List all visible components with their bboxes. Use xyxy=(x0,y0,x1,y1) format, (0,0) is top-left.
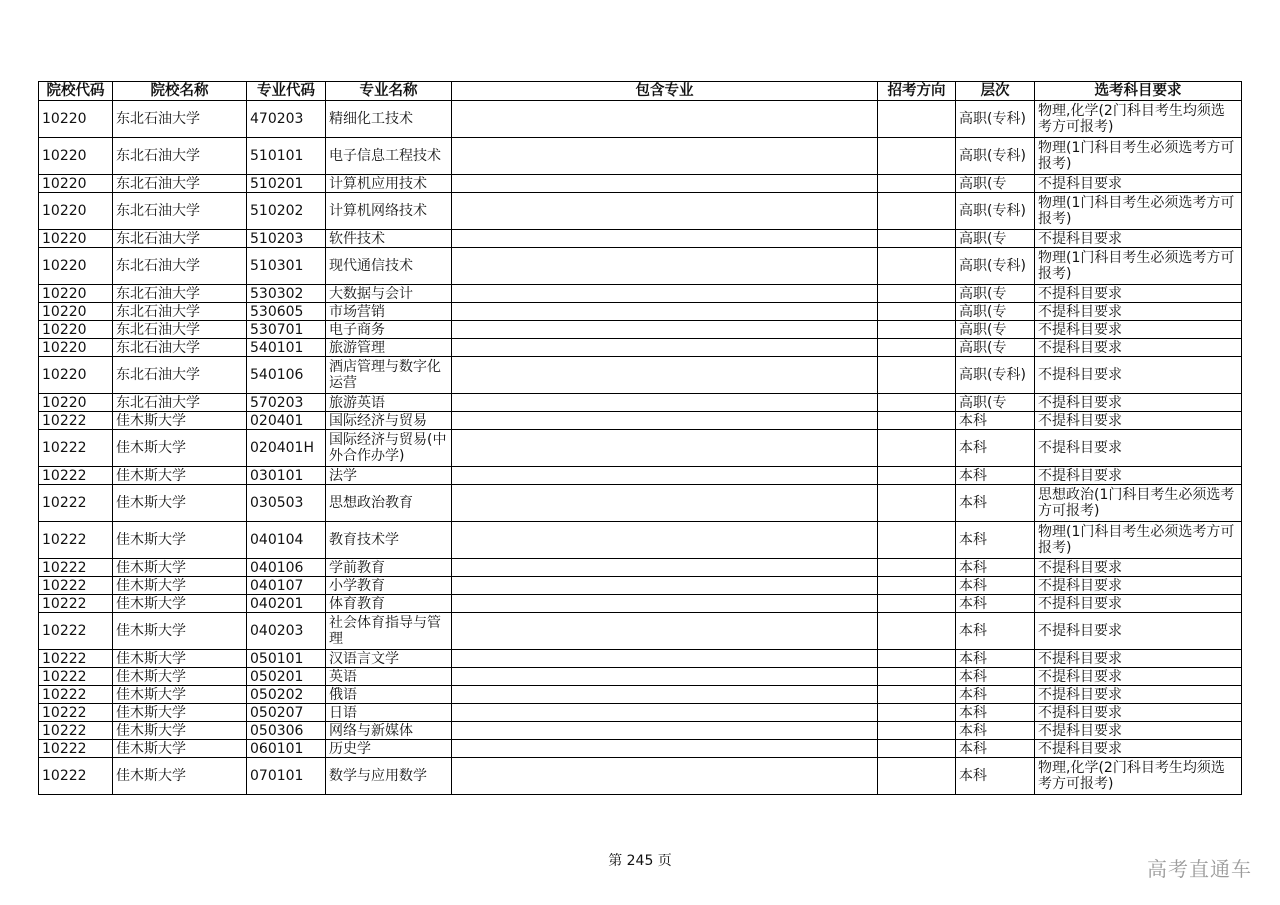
included-majors-cell xyxy=(452,595,878,613)
level-cell: 本科 xyxy=(956,704,1035,722)
included-majors-cell xyxy=(452,485,878,522)
major-code-cell: 040106 xyxy=(247,559,326,577)
subject-requirement-cell: 不提科目要求 xyxy=(1035,722,1242,740)
direction-cell xyxy=(878,230,956,248)
table-row xyxy=(39,559,1242,577)
major-code-cell: 020401 xyxy=(247,412,326,430)
school-code-cell: 10222 xyxy=(39,522,113,559)
major-name-cell: 数学与应用数学 xyxy=(326,758,452,795)
school-code-cell: 10222 xyxy=(39,430,113,467)
major-name-cell: 大数据与会计 xyxy=(326,285,452,303)
level-cell: 本科 xyxy=(956,650,1035,668)
level-cell: 本科 xyxy=(956,559,1035,577)
table-row xyxy=(39,522,1242,559)
school-code-cell: 10222 xyxy=(39,722,113,740)
subject-requirement-cell: 不提科目要求 xyxy=(1035,230,1242,248)
included-majors-cell xyxy=(452,138,878,175)
subject-requirement-cell: 不提科目要求 xyxy=(1035,650,1242,668)
subject-requirement-cell: 不提科目要求 xyxy=(1035,394,1242,412)
major-code-cell: 540101 xyxy=(247,339,326,357)
direction-cell xyxy=(878,467,956,485)
direction-cell xyxy=(878,193,956,230)
included-majors-cell xyxy=(452,303,878,321)
direction-cell xyxy=(878,668,956,686)
level-cell: 本科 xyxy=(956,577,1035,595)
school-code-cell: 10222 xyxy=(39,650,113,668)
school-name-cell: 东北石油大学 xyxy=(113,230,247,248)
subject-requirement-cell: 不提科目要求 xyxy=(1035,686,1242,704)
table-row xyxy=(39,485,1242,522)
major-name-cell: 现代通信技术 xyxy=(326,248,452,285)
level-cell: 本科 xyxy=(956,613,1035,650)
subject-requirement-cell: 不提科目要求 xyxy=(1035,595,1242,613)
subject-requirement-cell: 物理,化学(2门科目考生均须选考方可报考) xyxy=(1035,101,1242,138)
school-code-cell: 10222 xyxy=(39,686,113,704)
subject-requirement-cell: 不提科目要求 xyxy=(1035,357,1242,394)
table-row xyxy=(39,138,1242,175)
major-code-cell: 050202 xyxy=(247,686,326,704)
table-row xyxy=(39,175,1242,193)
school-code-cell: 10220 xyxy=(39,175,113,193)
direction-cell xyxy=(878,175,956,193)
major-name-cell: 日语 xyxy=(326,704,452,722)
major-name-cell: 学前教育 xyxy=(326,559,452,577)
school-name-cell: 东北石油大学 xyxy=(113,321,247,339)
major-code-cell: 020401H xyxy=(247,430,326,467)
subject-requirement-cell: 不提科目要求 xyxy=(1035,740,1242,758)
major-name-cell: 酒店管理与数字化运营 xyxy=(326,357,452,394)
school-name-cell: 东北石油大学 xyxy=(113,339,247,357)
table-row xyxy=(39,193,1242,230)
major-name-cell: 市场营销 xyxy=(326,303,452,321)
school-code-cell: 10222 xyxy=(39,668,113,686)
school-name-cell: 佳木斯大学 xyxy=(113,559,247,577)
school-code-cell: 10220 xyxy=(39,303,113,321)
school-code-cell: 10220 xyxy=(39,394,113,412)
included-majors-cell xyxy=(452,577,878,595)
major-name-cell: 国际经济与贸易 xyxy=(326,412,452,430)
school-name-cell: 佳木斯大学 xyxy=(113,522,247,559)
direction-cell xyxy=(878,321,956,339)
direction-cell xyxy=(878,430,956,467)
major-name-cell: 国际经济与贸易(中外合作办学) xyxy=(326,430,452,467)
major-code-cell: 530302 xyxy=(247,285,326,303)
level-cell: 高职(专科) xyxy=(956,138,1035,175)
subject-requirement-cell: 不提科目要求 xyxy=(1035,577,1242,595)
major-name-cell: 软件技术 xyxy=(326,230,452,248)
subject-requirement-cell: 不提科目要求 xyxy=(1035,412,1242,430)
subject-requirement-cell: 不提科目要求 xyxy=(1035,613,1242,650)
included-majors-cell xyxy=(452,650,878,668)
admissions-table xyxy=(38,81,1242,795)
school-name-cell: 东北石油大学 xyxy=(113,175,247,193)
major-name-cell: 电子信息工程技术 xyxy=(326,138,452,175)
level-cell: 本科 xyxy=(956,595,1035,613)
table-row xyxy=(39,339,1242,357)
school-name-cell: 东北石油大学 xyxy=(113,138,247,175)
page-number: 第 245 页 xyxy=(608,853,672,869)
subject-requirement-cell: 物理(1门科目考生必须选考方可报考) xyxy=(1035,193,1242,230)
major-name-cell: 社会体育指导与管理 xyxy=(326,613,452,650)
school-code-cell: 10220 xyxy=(39,193,113,230)
school-name-cell: 佳木斯大学 xyxy=(113,485,247,522)
school-code-cell: 10222 xyxy=(39,577,113,595)
direction-cell xyxy=(878,559,956,577)
level-cell: 高职(专 xyxy=(956,175,1035,193)
level-cell: 本科 xyxy=(956,758,1035,795)
major-name-cell: 历史学 xyxy=(326,740,452,758)
level-cell: 本科 xyxy=(956,412,1035,430)
direction-cell xyxy=(878,357,956,394)
direction-cell xyxy=(878,101,956,138)
table-row xyxy=(39,668,1242,686)
direction-cell xyxy=(878,740,956,758)
direction-cell xyxy=(878,138,956,175)
direction-cell xyxy=(878,394,956,412)
school-name-cell: 佳木斯大学 xyxy=(113,722,247,740)
table-row xyxy=(39,613,1242,650)
header-major-name: 专业名称 xyxy=(326,82,452,101)
table-row xyxy=(39,248,1242,285)
included-majors-cell xyxy=(452,522,878,559)
school-code-cell: 10222 xyxy=(39,559,113,577)
header-school-name: 院校名称 xyxy=(113,82,247,101)
included-majors-cell xyxy=(452,430,878,467)
included-majors-cell xyxy=(452,101,878,138)
direction-cell xyxy=(878,303,956,321)
subject-requirement-cell: 物理(1门科目考生必须选考方可报考) xyxy=(1035,248,1242,285)
direction-cell xyxy=(878,650,956,668)
major-code-cell: 030503 xyxy=(247,485,326,522)
level-cell: 高职(专 xyxy=(956,285,1035,303)
level-cell: 本科 xyxy=(956,668,1035,686)
school-code-cell: 10222 xyxy=(39,613,113,650)
direction-cell xyxy=(878,339,956,357)
direction-cell xyxy=(878,758,956,795)
school-name-cell: 佳木斯大学 xyxy=(113,412,247,430)
major-name-cell: 计算机应用技术 xyxy=(326,175,452,193)
major-code-cell: 510202 xyxy=(247,193,326,230)
included-majors-cell xyxy=(452,394,878,412)
table-row xyxy=(39,722,1242,740)
direction-cell xyxy=(878,285,956,303)
school-code-cell: 10220 xyxy=(39,230,113,248)
included-majors-cell xyxy=(452,339,878,357)
header-subject-requirement: 选考科目要求 xyxy=(1035,82,1242,101)
school-name-cell: 东北石油大学 xyxy=(113,101,247,138)
school-code-cell: 10222 xyxy=(39,758,113,795)
major-code-cell: 510101 xyxy=(247,138,326,175)
major-name-cell: 小学教育 xyxy=(326,577,452,595)
direction-cell xyxy=(878,722,956,740)
table-row xyxy=(39,430,1242,467)
school-name-cell: 佳木斯大学 xyxy=(113,613,247,650)
included-majors-cell xyxy=(452,467,878,485)
included-majors-cell xyxy=(452,758,878,795)
major-code-cell: 510301 xyxy=(247,248,326,285)
watermark: 高考直通车 xyxy=(1147,857,1252,881)
direction-cell xyxy=(878,704,956,722)
major-code-cell: 050101 xyxy=(247,650,326,668)
school-code-cell: 10222 xyxy=(39,595,113,613)
table-header-row xyxy=(39,82,1242,101)
school-name-cell: 东北石油大学 xyxy=(113,303,247,321)
school-code-cell: 10220 xyxy=(39,101,113,138)
included-majors-cell xyxy=(452,285,878,303)
direction-cell xyxy=(878,248,956,285)
level-cell: 高职(专科) xyxy=(956,101,1035,138)
header-school-code: 院校代码 xyxy=(39,82,113,101)
table-body xyxy=(39,101,1242,795)
table-row xyxy=(39,285,1242,303)
header-major-code: 专业代码 xyxy=(247,82,326,101)
major-name-cell: 旅游英语 xyxy=(326,394,452,412)
table-row xyxy=(39,758,1242,795)
subject-requirement-cell: 不提科目要求 xyxy=(1035,175,1242,193)
table-row xyxy=(39,740,1242,758)
major-name-cell: 英语 xyxy=(326,668,452,686)
included-majors-cell xyxy=(452,668,878,686)
major-code-cell: 570203 xyxy=(247,394,326,412)
school-name-cell: 佳木斯大学 xyxy=(113,686,247,704)
included-majors-cell xyxy=(452,613,878,650)
major-name-cell: 法学 xyxy=(326,467,452,485)
school-name-cell: 佳木斯大学 xyxy=(113,758,247,795)
school-name-cell: 佳木斯大学 xyxy=(113,650,247,668)
table-row xyxy=(39,321,1242,339)
major-code-cell: 050306 xyxy=(247,722,326,740)
major-name-cell: 旅游管理 xyxy=(326,339,452,357)
header-direction: 招考方向 xyxy=(878,82,956,101)
school-name-cell: 佳木斯大学 xyxy=(113,595,247,613)
subject-requirement-cell: 物理(1门科目考生必须选考方可报考) xyxy=(1035,522,1242,559)
table-row xyxy=(39,394,1242,412)
major-code-cell: 510201 xyxy=(247,175,326,193)
major-name-cell: 汉语言文学 xyxy=(326,650,452,668)
included-majors-cell xyxy=(452,230,878,248)
level-cell: 本科 xyxy=(956,467,1035,485)
major-name-cell: 体育教育 xyxy=(326,595,452,613)
header-included-majors: 包含专业 xyxy=(452,82,878,101)
subject-requirement-cell: 不提科目要求 xyxy=(1035,285,1242,303)
school-code-cell: 10220 xyxy=(39,357,113,394)
table-row xyxy=(39,650,1242,668)
included-majors-cell xyxy=(452,722,878,740)
school-code-cell: 10222 xyxy=(39,412,113,430)
table-row xyxy=(39,303,1242,321)
included-majors-cell xyxy=(452,686,878,704)
subject-requirement-cell: 不提科目要求 xyxy=(1035,467,1242,485)
included-majors-cell xyxy=(452,559,878,577)
level-cell: 本科 xyxy=(956,722,1035,740)
school-name-cell: 佳木斯大学 xyxy=(113,430,247,467)
subject-requirement-cell: 不提科目要求 xyxy=(1035,430,1242,467)
level-cell: 本科 xyxy=(956,522,1035,559)
school-code-cell: 10220 xyxy=(39,321,113,339)
table-row xyxy=(39,467,1242,485)
direction-cell xyxy=(878,613,956,650)
school-name-cell: 东北石油大学 xyxy=(113,248,247,285)
major-name-cell: 网络与新媒体 xyxy=(326,722,452,740)
direction-cell xyxy=(878,577,956,595)
level-cell: 本科 xyxy=(956,740,1035,758)
school-code-cell: 10222 xyxy=(39,704,113,722)
table-row xyxy=(39,412,1242,430)
table-row xyxy=(39,101,1242,138)
direction-cell xyxy=(878,485,956,522)
included-majors-cell xyxy=(452,704,878,722)
school-code-cell: 10220 xyxy=(39,285,113,303)
table-row xyxy=(39,595,1242,613)
major-code-cell: 040203 xyxy=(247,613,326,650)
level-cell: 高职(专科) xyxy=(956,248,1035,285)
direction-cell xyxy=(878,522,956,559)
subject-requirement-cell: 物理(1门科目考生必须选考方可报考) xyxy=(1035,138,1242,175)
table-row xyxy=(39,577,1242,595)
subject-requirement-cell: 不提科目要求 xyxy=(1035,339,1242,357)
level-cell: 高职(专 xyxy=(956,339,1035,357)
school-name-cell: 佳木斯大学 xyxy=(113,668,247,686)
level-cell: 高职(专 xyxy=(956,230,1035,248)
level-cell: 高职(专 xyxy=(956,394,1035,412)
school-code-cell: 10222 xyxy=(39,740,113,758)
school-name-cell: 佳木斯大学 xyxy=(113,704,247,722)
school-name-cell: 东北石油大学 xyxy=(113,394,247,412)
major-code-cell: 530701 xyxy=(247,321,326,339)
school-name-cell: 东北石油大学 xyxy=(113,285,247,303)
major-code-cell: 030101 xyxy=(247,467,326,485)
header-level: 层次 xyxy=(956,82,1035,101)
school-name-cell: 佳木斯大学 xyxy=(113,577,247,595)
included-majors-cell xyxy=(452,321,878,339)
school-name-cell: 东北石油大学 xyxy=(113,357,247,394)
school-name-cell: 佳木斯大学 xyxy=(113,740,247,758)
included-majors-cell xyxy=(452,248,878,285)
major-code-cell: 470203 xyxy=(247,101,326,138)
major-name-cell: 教育技术学 xyxy=(326,522,452,559)
major-code-cell: 050201 xyxy=(247,668,326,686)
subject-requirement-cell: 不提科目要求 xyxy=(1035,668,1242,686)
level-cell: 高职(专 xyxy=(956,321,1035,339)
school-code-cell: 10220 xyxy=(39,339,113,357)
subject-requirement-cell: 思想政治(1门科目考生必须选考方可报考) xyxy=(1035,485,1242,522)
table-row xyxy=(39,704,1242,722)
school-name-cell: 东北石油大学 xyxy=(113,193,247,230)
included-majors-cell xyxy=(452,740,878,758)
major-code-cell: 070101 xyxy=(247,758,326,795)
school-code-cell: 10220 xyxy=(39,138,113,175)
level-cell: 高职(专科) xyxy=(956,193,1035,230)
included-majors-cell xyxy=(452,193,878,230)
table-row xyxy=(39,230,1242,248)
level-cell: 本科 xyxy=(956,686,1035,704)
direction-cell xyxy=(878,595,956,613)
major-code-cell: 040107 xyxy=(247,577,326,595)
major-name-cell: 计算机网络技术 xyxy=(326,193,452,230)
included-majors-cell xyxy=(452,175,878,193)
table-row xyxy=(39,357,1242,394)
direction-cell xyxy=(878,686,956,704)
major-code-cell: 040201 xyxy=(247,595,326,613)
subject-requirement-cell: 物理,化学(2门科目考生均须选考方可报考) xyxy=(1035,758,1242,795)
subject-requirement-cell: 不提科目要求 xyxy=(1035,303,1242,321)
school-code-cell: 10222 xyxy=(39,467,113,485)
major-name-cell: 俄语 xyxy=(326,686,452,704)
major-code-cell: 040104 xyxy=(247,522,326,559)
direction-cell xyxy=(878,412,956,430)
major-code-cell: 050207 xyxy=(247,704,326,722)
level-cell: 本科 xyxy=(956,430,1035,467)
included-majors-cell xyxy=(452,412,878,430)
subject-requirement-cell: 不提科目要求 xyxy=(1035,559,1242,577)
major-name-cell: 思想政治教育 xyxy=(326,485,452,522)
major-code-cell: 530605 xyxy=(247,303,326,321)
included-majors-cell xyxy=(452,357,878,394)
major-name-cell: 电子商务 xyxy=(326,321,452,339)
subject-requirement-cell: 不提科目要求 xyxy=(1035,704,1242,722)
major-code-cell: 510203 xyxy=(247,230,326,248)
level-cell: 高职(专科) xyxy=(956,357,1035,394)
major-code-cell: 060101 xyxy=(247,740,326,758)
level-cell: 高职(专 xyxy=(956,303,1035,321)
subject-requirement-cell: 不提科目要求 xyxy=(1035,321,1242,339)
major-code-cell: 540106 xyxy=(247,357,326,394)
table-row xyxy=(39,686,1242,704)
school-code-cell: 10222 xyxy=(39,485,113,522)
school-name-cell: 佳木斯大学 xyxy=(113,467,247,485)
school-code-cell: 10220 xyxy=(39,248,113,285)
level-cell: 本科 xyxy=(956,485,1035,522)
major-name-cell: 精细化工技术 xyxy=(326,101,452,138)
